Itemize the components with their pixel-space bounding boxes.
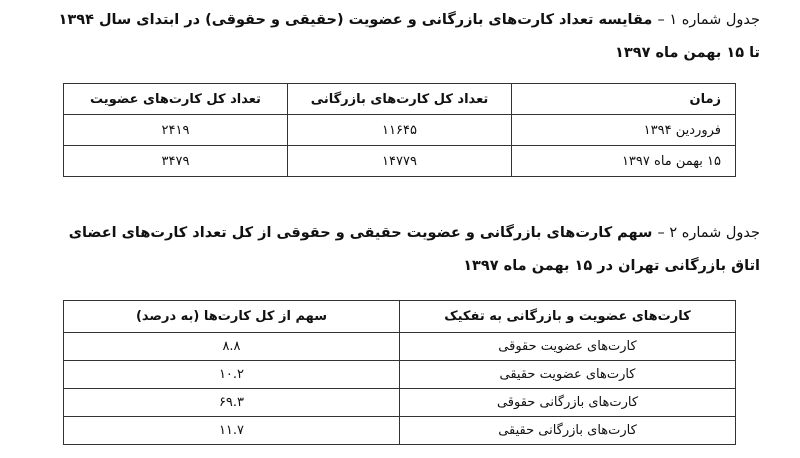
table-row	[64, 333, 736, 361]
table2-header-card-type: کارت‌های عضویت و بازرگانی به تفکیک	[400, 301, 736, 333]
table1-caption-lead: جدول شماره ۱ –	[657, 12, 760, 28]
table1-cell-membership-cards: ۳۴۷۹	[64, 146, 288, 177]
table-row	[64, 389, 736, 417]
table1-header-membership-cards: تعداد کل کارت‌های عضویت	[64, 84, 288, 115]
table-header-row	[64, 84, 736, 115]
table2-cell-share-percent: ۱۱.۷	[64, 417, 400, 445]
table2-caption-text: سهم کارت‌های بازرگانی و عضویت حقیقی و حقوقی از کل تعداد کارت‌های اعضای اتاق بازرگانی تهران در ۱۵ بهمن ماه ۱۳۹۷	[68, 225, 760, 274]
table1-header-commercial-cards: تعداد کل کارت‌های بازرگانی	[288, 84, 512, 115]
table2-cell-card-type: کارت‌های بازرگانی حقوقی	[400, 389, 736, 417]
table2-cell-card-type: کارت‌های عضویت حقیقی	[400, 361, 736, 389]
card-share-table	[63, 300, 736, 445]
table-header-row	[64, 301, 736, 333]
table2-cell-card-type: کارت‌های عضویت حقوقی	[400, 333, 736, 361]
table1-cell-commercial-cards: ۱۱۶۴۵	[288, 115, 512, 146]
table2-cell-share-percent: ۸.۸	[64, 333, 400, 361]
table2-caption-lead: جدول شماره ۲ –	[657, 225, 760, 241]
table1-cell-period: فروردین ۱۳۹۴	[512, 115, 736, 146]
table1-cell-period: ۱۵ بهمن ماه ۱۳۹۷	[512, 146, 736, 177]
table1-caption	[44, 4, 760, 70]
table-row	[64, 417, 736, 445]
table-row	[64, 361, 736, 389]
table1-cell-commercial-cards: ۱۴۷۷۹	[288, 146, 512, 177]
table1-caption-text: مقایسه تعداد کارت‌های بازرگانی و عضویت (حقیقی و حقوقی) در ابتدای سال ۱۳۹۴ تا ۱۵ بهمن ماه ۱۳۹۷	[58, 12, 760, 61]
table1-cell-membership-cards: ۲۴۱۹	[64, 115, 288, 146]
membership-cards-comparison-table	[63, 83, 736, 177]
table2-caption	[44, 217, 760, 283]
table2-header-share-percent: سهم از کل کارت‌ها (به درصد)	[64, 301, 400, 333]
table2-cell-card-type: کارت‌های بازرگانی حقیقی	[400, 417, 736, 445]
table-row	[64, 115, 736, 146]
table2-cell-share-percent: ۱۰.۲	[64, 361, 400, 389]
table1-header-period: زمان	[512, 84, 736, 115]
table-row	[64, 146, 736, 177]
table2-cell-share-percent: ۶۹.۳	[64, 389, 400, 417]
